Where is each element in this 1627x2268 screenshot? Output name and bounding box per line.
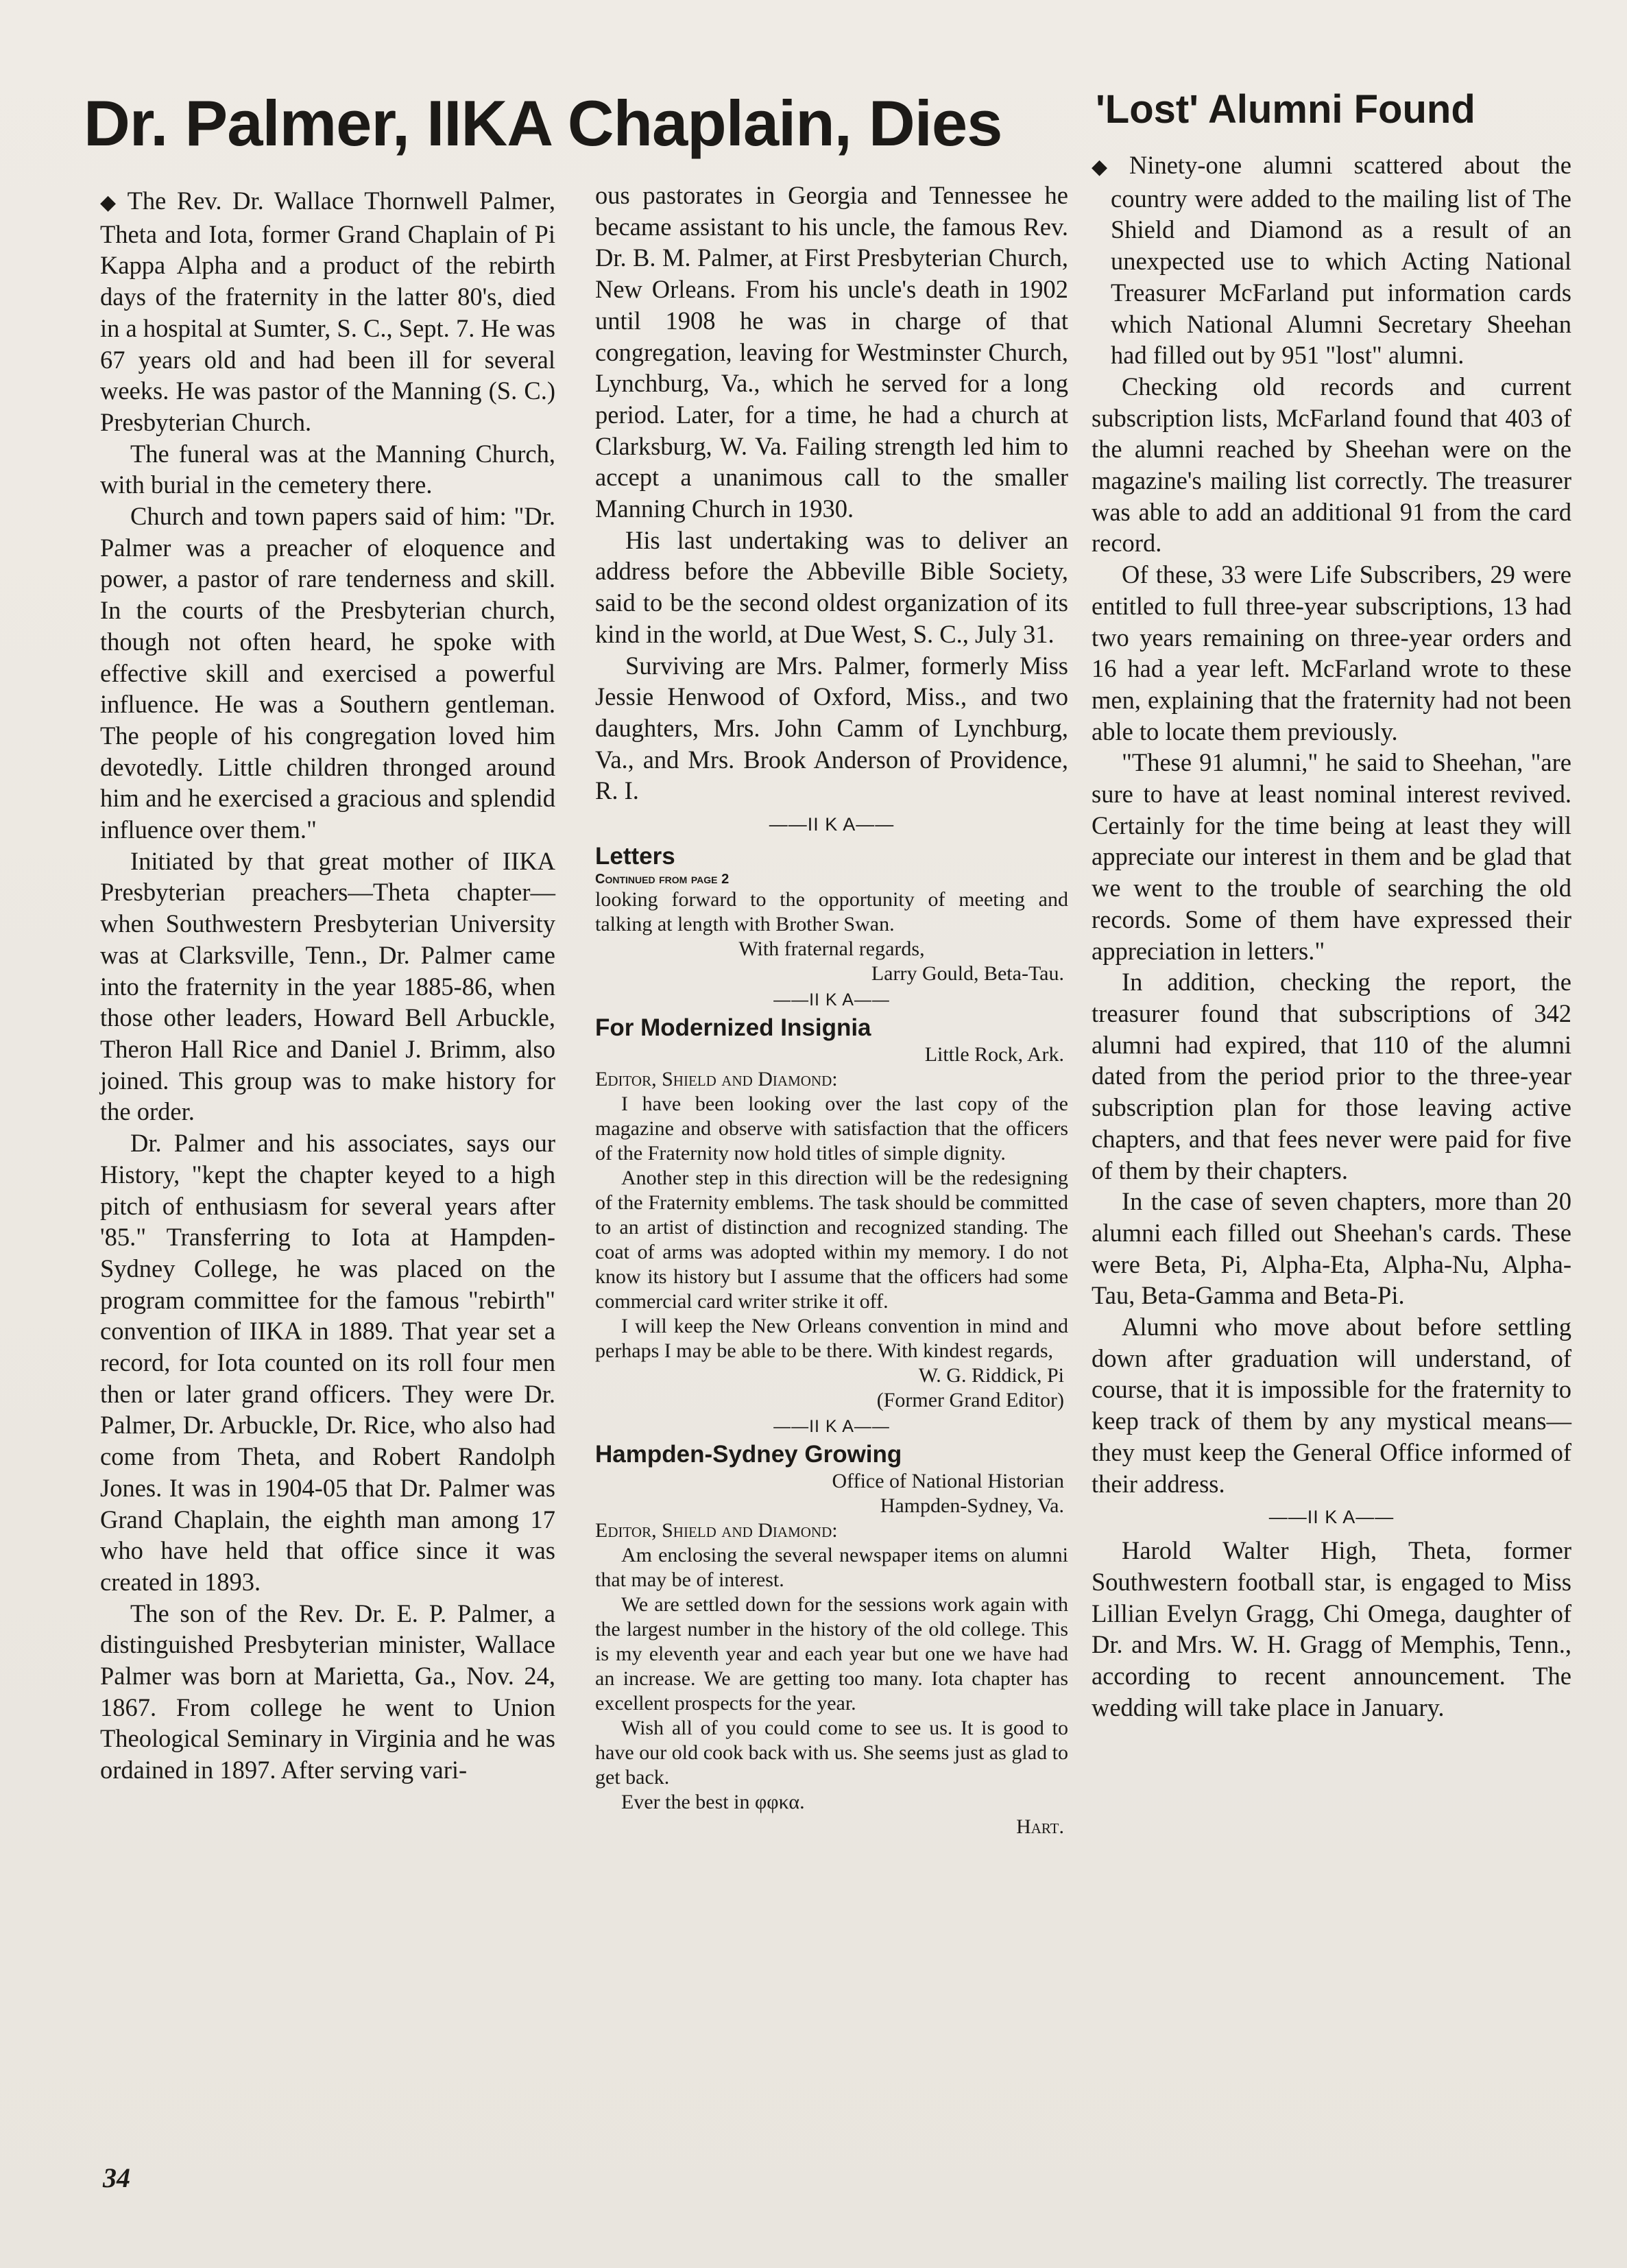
engagement-paragraph: Harold Walter High, Theta, former Southwestern football star, is engaged to Miss Lillian Evelyn Gragg, Chi Omega, daughter of Dr. and Mrs. W. H. Gragg of Memphis, Tenn., according to recent announcement. The wedding will take place in January. bbox=[1092, 1536, 1571, 1721]
diamond-bullet-icon: ◆ bbox=[1092, 156, 1122, 178]
letter-office: Office of National Historian bbox=[832, 1470, 1064, 1493]
letter-body: looking forward to the opportunity of meeting and talking at length with Brother Swan. bbox=[595, 888, 1068, 936]
main-headline: Dr. Palmer, IIKA Chaplain, Dies bbox=[84, 87, 1002, 159]
page-number: 34 bbox=[103, 2162, 130, 2193]
letter-paragraph: We are settled down for the sessions work again with the largest number in the history of the old college. This is my eleventh year and each year but one we have had an increase. We are getting too many. Iota chapter has excellent prospects for the year. bbox=[595, 1593, 1068, 1715]
column-two bbox=[595, 180, 1068, 1839]
obit-paragraph: ous pastorates in Georgia and Tennessee he became assistant to his uncle, the famous Rev. Dr. B. M. Palmer, at First Presbyterian Church, New Orleans. From his uncle's death in 1902 until 1908 he was in charge of that congregation, leaving for Westminster Church, Lynchburg, Va., which he served for a long period. Later, for a time, he had a church at Clarksburg, W. Va. Failing strength led him to accept a unanimous call to the smaller Manning Church in 1930. bbox=[595, 181, 1068, 523]
letter-paragraph: Another step in this direction will be the redesigning of the Fraternity emblems. The task should be committed to an artist of distinction and recognized standing. The coat of arms was adopted within my memory. I do not know its history but I assume that the officers had some commercial card writer strike it off. bbox=[595, 1167, 1068, 1313]
alumni-paragraph: ◆ Ninety-one alumni scattered about the country were added to the mailing list of The Shield and Diamond as a result of an unexpected use to which Acting National Treasurer McFarland put information cards which National Alumni Secretary Sheehan had filled out by 951 "lost" alumni. bbox=[1092, 151, 1571, 370]
alumni-paragraph: "These 91 alumni," he said to Sheehan, "are sure to have at least nominal interest revived. Certainly for the time being at least they will appreciate our interest in them and be glad that we went to the trouble of searching the old records. Some of them have expressed their appreciation in letters." bbox=[1092, 748, 1571, 965]
letters-section bbox=[595, 842, 1068, 1839]
letter-paragraph: I will keep the New Orleans convention in mind and perhaps I may be able to be there. With kindest regards, bbox=[595, 1315, 1068, 1363]
letter-place: Little Rock, Ark. bbox=[924, 1043, 1064, 1066]
column-three bbox=[1092, 150, 1571, 1723]
continued-note: Continued from page 2 bbox=[595, 872, 730, 887]
letter-paragraph: Am enclosing the several newspaper items on alumni that may be of interest. bbox=[595, 1544, 1068, 1592]
letter-signature: Larry Gould, Beta-Tau. bbox=[871, 962, 1064, 986]
alumni-paragraph: Of these, 33 were Life Subscribers, 29 were entitled to full three-year subscriptions, 13 had two years remaining on three-year orders and 16 had a year left. McFarland wrote to these men, explaining that the fraternity had not been able to locate them previously. bbox=[1092, 560, 1571, 745]
alumni-paragraph: In the case of seven chapters, more than 20 alumni each filled out Sheehan's cards. These were Beta, Pi, Alpha-Eta, Alpha-Nu, Alpha-Tau, Beta-Gamma and Beta-Pi. bbox=[1092, 1187, 1571, 1310]
letter-paragraph: Ever the best in φφκα. bbox=[621, 1791, 805, 1814]
side-article-title: 'Lost' Alumni Found bbox=[1096, 87, 1475, 132]
obit-paragraph: Surviving are Mrs. Palmer, formerly Miss Jessie Henwood of Oxford, Miss., and two daughters, Mrs. John Camm of Lynchburg, Va., and Mrs. Brook Anderson of Providence, R. I. bbox=[595, 651, 1068, 805]
alumni-paragraph: Checking old records and current subscription lists, McFarland found that 403 of the alumni reached by Sheehan were on the magazine's mailing list correctly. The treasurer was able to add an additional 91 from the card record. bbox=[1092, 372, 1571, 558]
obit-paragraph: Church and town papers said of him: "Dr. Palmer was a preacher of eloquence and power, a pastor of rare tenderness and skill. In the courts of the Presbyterian church, though not often heard, he spoke with effective skill and exercised a powerful influence. He was a Southern gentleman. The people of his congregation loved him devotedly. Little children thronged around him and he exercised a gracious and splendid influence over them." bbox=[100, 502, 555, 844]
column-one bbox=[100, 185, 555, 1786]
diamond-bullet-icon: ◆ bbox=[100, 191, 121, 214]
alumni-paragraph: In addition, checking the report, the treasurer found that subscriptions of 342 alumni had expired, that 110 of the alumni dated from the period prior to the three-year subscription plan for those leaving active chapters, and that fees never were paid for five of them by their chapters. bbox=[1092, 968, 1571, 1184]
alumni-paragraph: Alumni who move about before settling down after graduation will understand, of course, that it is impossible for the fraternity to keep track of them by any mystical means—they must keep the General Office informed of their address. bbox=[1092, 1313, 1571, 1498]
insignia-heading: For Modernized Insignia bbox=[595, 1014, 871, 1042]
obit-paragraph: His last undertaking was to deliver an address before the Abbeville Bible Society, said to be the second oldest organization of its kind in the world, at Due West, S. C., July 31. bbox=[595, 525, 1068, 648]
obit-paragraph: Dr. Palmer and his associates, says our History, "kept the chapter keyed to a high pitch of enthusiasm for several years after '85." Transferring to Iota at Hampden-Sydney College, he was placed on the program committee for the famous "rebirth" convention of IIKA in 1889. That year set a record, for Iota counted on its roll four men then or later grand officers. They were Dr. Palmer, Dr. Arbuckle, Dr. Rice, who also had come from Theta, and Robert Randolph Jones. It was in 1904-05 that Dr. Palmer was Grand Chaplain, the eighth man among 17 who have held that office since it was created in 1893. bbox=[100, 1129, 555, 1596]
section-separator: ——ΙΙ Κ Α—— bbox=[773, 990, 890, 1010]
hampden-heading: Hampden-Sydney Growing bbox=[595, 1441, 902, 1468]
section-separator: ——ΙΙ Κ Α—— bbox=[1268, 1507, 1395, 1528]
letters-heading: Letters bbox=[595, 843, 675, 870]
obit-paragraph: ◆ The Rev. Dr. Wallace Thornwell Palmer, Theta and Iota, former Grand Chaplain of Pi Kappa Alpha and a product of the rebirth days of the fraternity in the latter 80's, died in a hospital at Sumter, S. C., Sept. 7. He was 67 years old and had been ill for several weeks. He was pastor of the Manning (S. C.) Presbyterian Church. bbox=[100, 187, 555, 436]
section-separator: ——ΙΙ Κ Α—— bbox=[769, 814, 895, 835]
letter-signature: W. G. Riddick, Pi bbox=[918, 1364, 1064, 1387]
obit-paragraph: The funeral was at the Manning Church, with burial in the cemetery there. bbox=[100, 439, 555, 499]
letter-closing: With fraternal regards, bbox=[738, 938, 925, 961]
letter-paragraph: I have been looking over the last copy of the magazine and observe with satisfaction that the officers of the Fraternity now hold titles of simple dignity. bbox=[595, 1093, 1068, 1165]
letter-salutation: Editor, Shield and Diamond: bbox=[595, 1068, 838, 1091]
section-separator: ——ΙΙ Κ Α—— bbox=[773, 1417, 890, 1437]
obit-paragraph: The son of the Rev. Dr. E. P. Palmer, a distinguished Presbyterian minister, Wallace Palmer was born at Marietta, Ga., Nov. 24, 1867. From college he went to Union Theological Seminary in Virginia and he was ordained in 1897. After serving vari- bbox=[100, 1599, 555, 1784]
letter-signature: Hart. bbox=[1016, 1815, 1064, 1839]
letter-paragraph: Wish all of you could come to see us. It is good to have our old cook back with us. She seems just as glad to get back. bbox=[595, 1717, 1068, 1789]
obit-paragraph: Initiated by that great mother of IIKA Presbyterian preachers—Theta chapter—when Southwestern Presbyterian University was at Clarksville, Tenn., Dr. Palmer came into the fraternity in the year 1885-86, when those other leaders, Howard Bell Arbuckle, Theron Hall Rice and Daniel J. Brimm, also joined. This group was to make history for the order. bbox=[100, 846, 555, 1126]
letter-place: Hampden-Sydney, Va. bbox=[880, 1494, 1064, 1518]
letter-salutation: Editor, Shield and Diamond: bbox=[595, 1519, 838, 1542]
letter-signature-note: (Former Grand Editor) bbox=[876, 1389, 1064, 1412]
